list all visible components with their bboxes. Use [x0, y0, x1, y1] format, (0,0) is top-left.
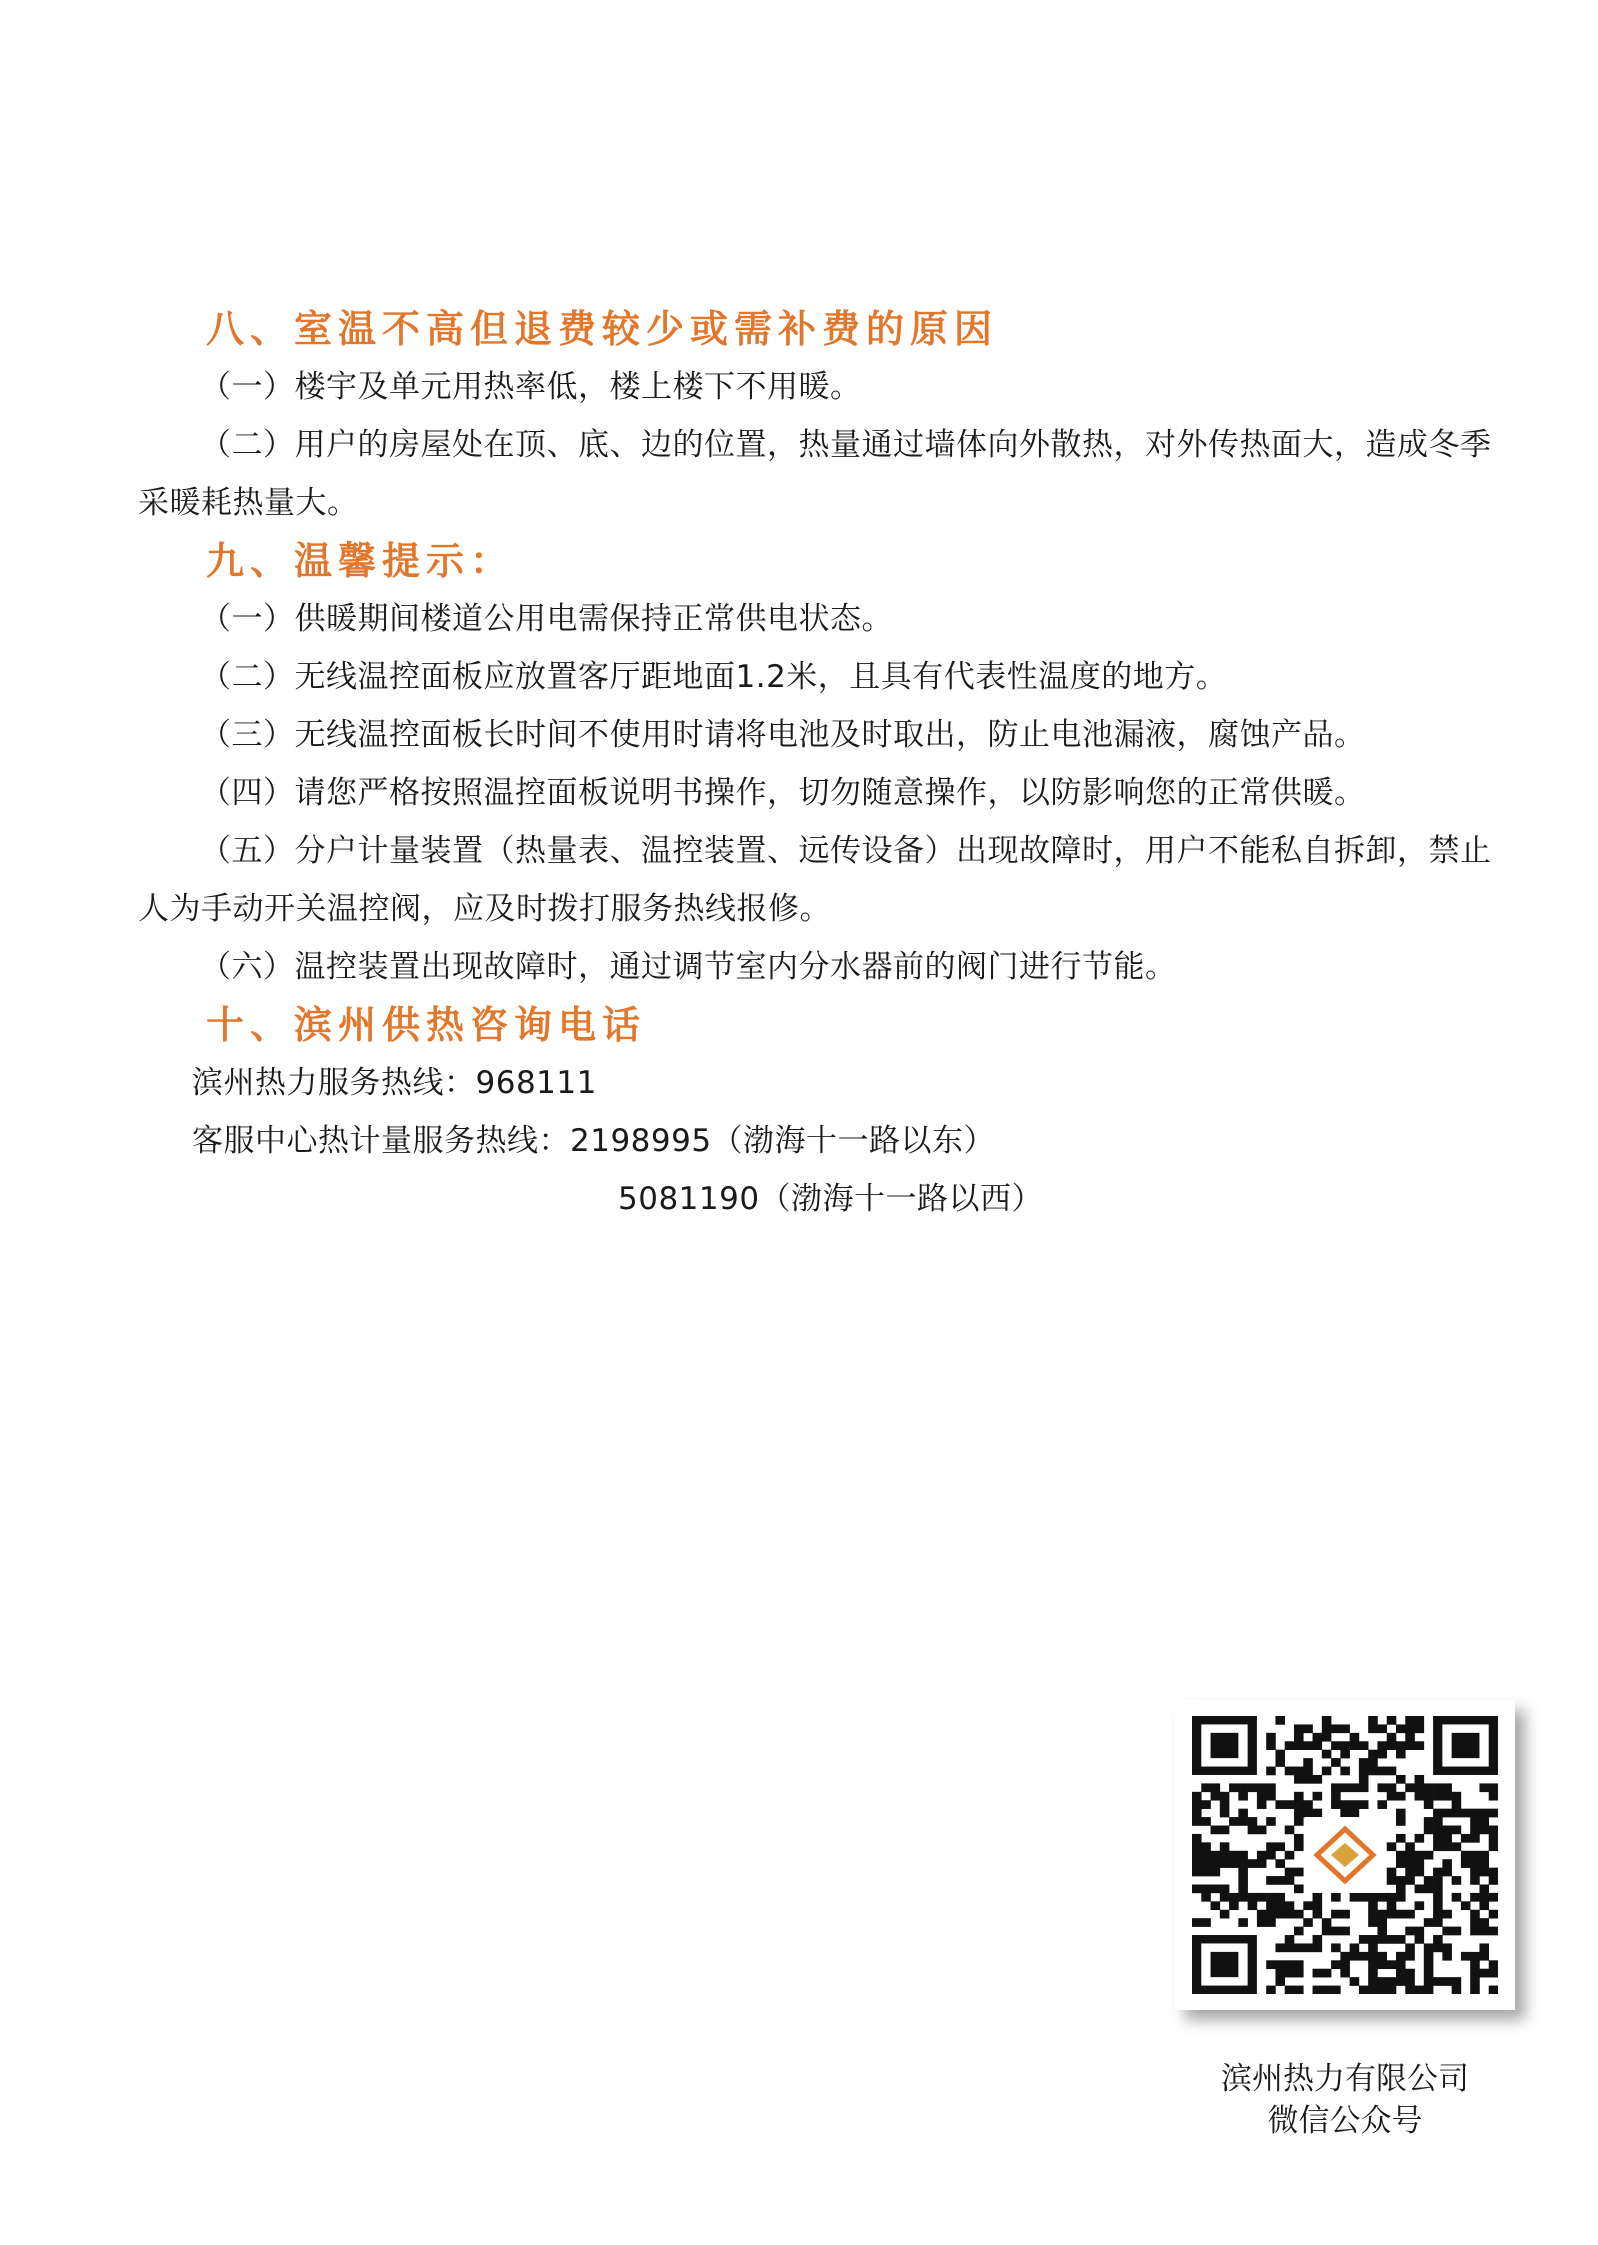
metering-hotline-west — [192, 1170, 1518, 1228]
hotline-text: 滨州热力服务热线：968111 — [192, 1065, 597, 1101]
section-reasons — [138, 300, 1518, 532]
section-heading: 八、室温不高但退费较少或需补费的原因 — [206, 307, 999, 351]
qr-caption — [1140, 2058, 1550, 2142]
document-body — [138, 300, 1518, 1228]
list-item: （三）无线温控面板长时间不使用时请将电池及时取出，防止电池漏液，腐蚀产品。 — [200, 717, 1366, 753]
list-item: （六）温控装置出现故障时，通过调节室内分水器前的阀门进行节能。 — [200, 949, 1177, 985]
qr-caption-account: 微信公众号 — [1267, 2103, 1423, 2139]
metering-label: 客服中心热计量服务热线： — [192, 1123, 570, 1159]
qr-card — [1175, 1700, 1515, 2010]
list-item: （一）供暖期间楼道公用电需保持正常供电状态。 — [200, 601, 893, 637]
section-heading: 十、滨州供热咨询电话 — [206, 1003, 647, 1047]
metering-hotline-east — [192, 1112, 1518, 1170]
section-heading: 九、温馨提示： — [206, 539, 515, 583]
list-item: （四）请您严格按照温控面板说明书操作，切勿随意操作，以防影响您的正常供暖。 — [200, 775, 1366, 811]
section-contact — [138, 996, 1518, 1228]
list-item: （二）无线温控面板应放置客厅距地面1.2米，且具有代表性温度的地方。 — [200, 659, 1228, 695]
metering-east-number: 2198995（渤海十一路以东） — [570, 1123, 996, 1159]
qr-caption-company: 滨州热力有限公司 — [1221, 2061, 1469, 2097]
qr-code-icon — [1192, 1716, 1498, 1994]
metering-west-number: 5081190（渤海十一路以西） — [618, 1181, 1044, 1217]
list-item: （二）用户的房屋处在顶、底、边的位置，热量通过墙体向外散热，对外传热面大，造成冬季采暖耗热量大。 — [138, 427, 1492, 521]
list-item: （五）分户计量装置（热量表、温控装置、远传设备）出现故障时，用户不能私自拆卸，禁止人为手动开关温控阀，应及时拨打服务热线报修。 — [138, 833, 1492, 927]
list-item: （一）楼宇及单元用热率低，楼上楼下不用暖。 — [200, 369, 862, 405]
section-tips — [138, 532, 1518, 996]
